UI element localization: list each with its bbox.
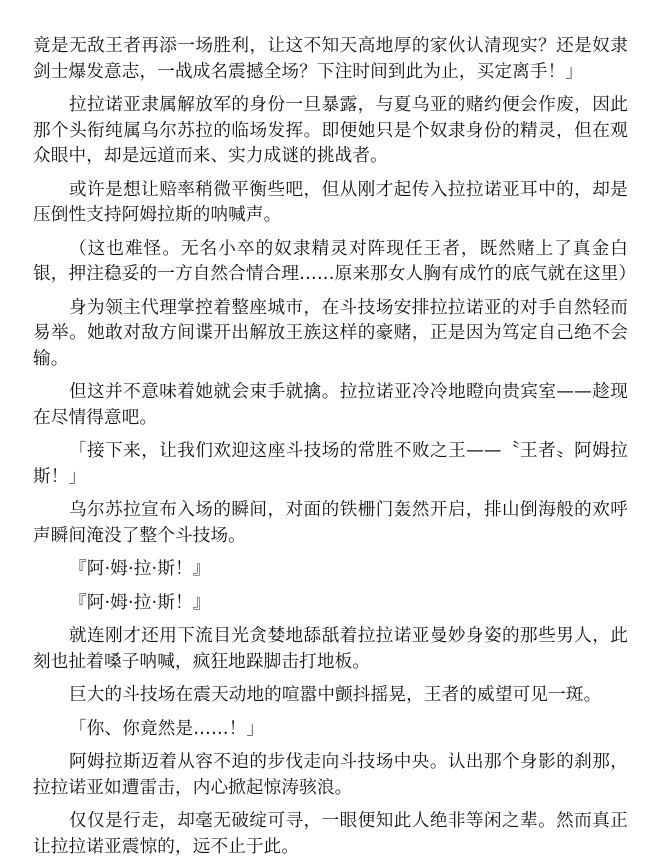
paragraph: （这也难怪。无名小卒的奴隶精灵对阵现任王者，既然赌上了真金白银，押注稳妥的一方自然合情合理……原来那女人胸有成竹的底气就在这里） — [33, 238, 637, 284]
paragraph: 巨大的斗技场在震天动地的喧嚣中颤抖摇晃，王者的威望可见一斑。 — [69, 685, 602, 705]
paragraph: 乌尔苏拉宣布入场的瞬间，对面的铁栅门轰然开启，排山倒海般的欢呼声瞬间淹没了整个斗技场。 — [33, 500, 628, 546]
paragraph: 就连刚才还用下流目光贪婪地舔舐着拉拉诺亚曼妙身姿的那些男人，此刻也扯着嗓子呐喊，疯狂地跺脚击打地板。 — [33, 626, 628, 672]
paragraph: 『阿·姆·拉·斯！』 — [69, 592, 211, 613]
paragraph: 『阿·姆·拉·斯！』 — [69, 559, 211, 579]
paragraph: 拉拉诺亚隶属解放军的身份一旦暴露，与夏乌亚的赌约便会作废，因此那个头衔纯属乌尔苏拉的临场发挥。即便她只是个奴隶身份的精灵，但在观众眼中，却是远道而来、实力成谜的挑战者。 — [33, 95, 628, 166]
paragraph: 仅仅是行走，却毫无破绽可寻，一眼便知此人绝非等闲之辈。然而真正让拉拉诺亚震惊的，远不止于此。 — [33, 811, 628, 857]
paragraph: 或许是想让赔率稍微平衡些吧，但从刚才起传入拉拉诺亚耳中的，却是压倒性支持阿姆拉斯的呐喊声。 — [33, 179, 628, 225]
paragraph: 「接下来，让我们欢迎这座斗技场的常胜不败之王——〝王者〟阿姆拉斯！」 — [33, 441, 628, 487]
paragraph: 「你、你竟然是……！」 — [69, 718, 265, 739]
paragraph: 身为领主代理掌控着整座城市，在斗技场安排拉拉诺亚的对手自然轻而易举。她敢对敌方间谍开出解放王族这样的豪赌，正是因为笃定自己绝不会输。 — [33, 297, 628, 369]
paragraph: 竟是无敌王者再添一场胜利，让这不知天高地厚的家伙认清现实？还是奴隶剑士爆发意志，一战成名震撼全场？下注时间到此为止，买定离手！」 — [33, 36, 628, 82]
paragraph: 但这并不意味着她就会束手就擒。拉拉诺亚冷冷地瞪向贵宾室——趁现在尽情得意吧。 — [33, 382, 628, 428]
paragraph: 阿姆拉斯迈着从容不迫的步伐走向斗技场中央。认出那个身影的刹那，拉拉诺亚如遭雷击，内心掀起惊涛骇浪。 — [33, 752, 628, 798]
